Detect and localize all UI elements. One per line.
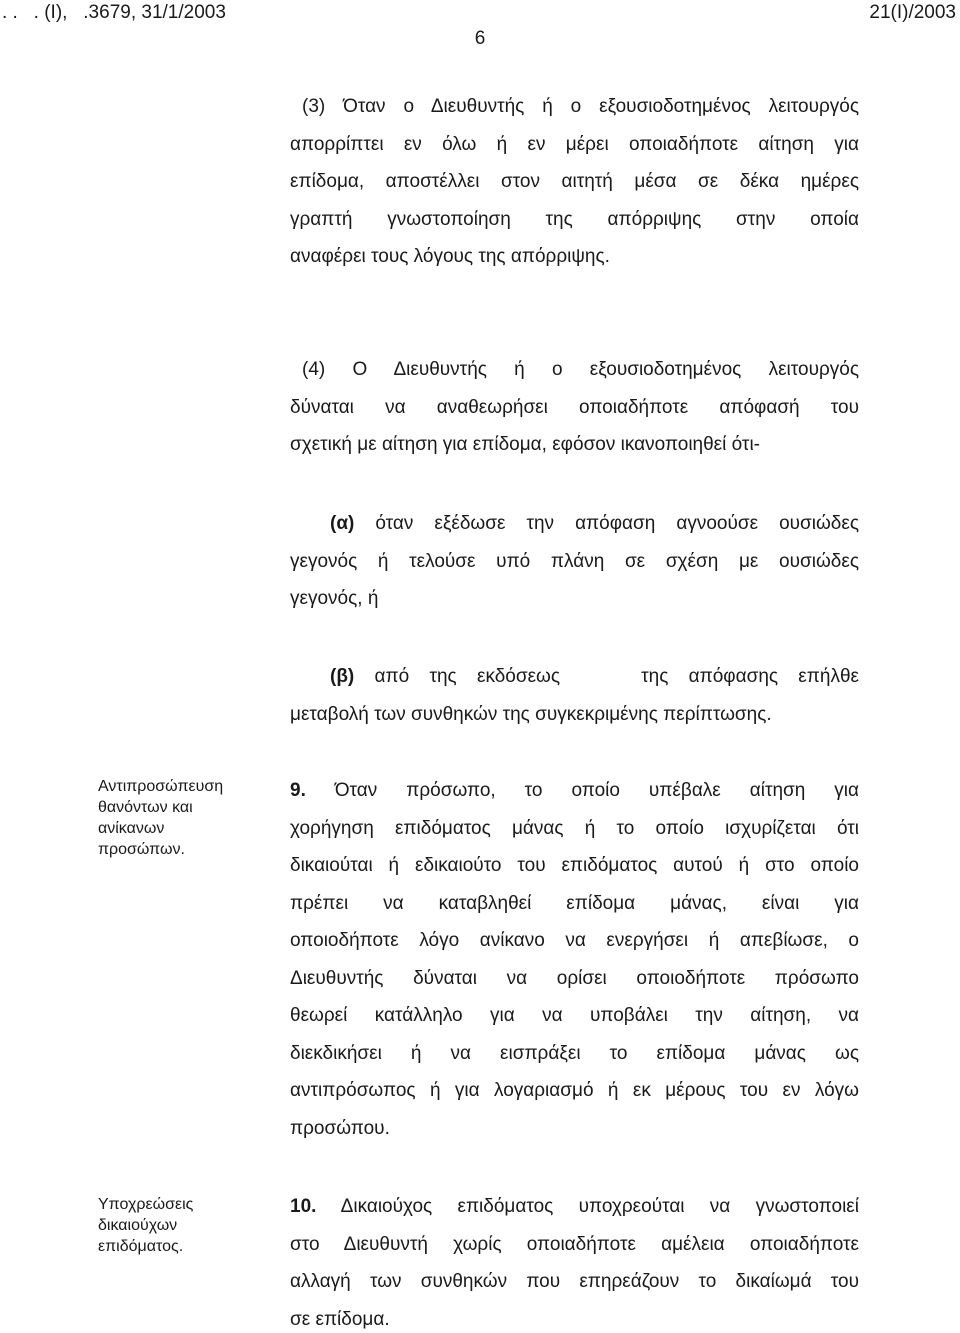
paragraph-3-line: απορρίπτει εν όλω ή εν μέρει οποιαδήποτε αίτηση για [290, 133, 859, 155]
paragraph-4-line: δύναται να αναθεωρήσει οποιαδήποτε απόφασή του [290, 396, 859, 418]
margin-note-line: προσώπων. [98, 841, 185, 858]
item-b-first-line [290, 658, 859, 696]
section-9-line: πρέπει να καταβληθεί επίδομα μάνας, είναι για [290, 892, 859, 914]
margin-note-line: Υποχρεώσεις [98, 1196, 194, 1213]
section-9-first-line [290, 772, 859, 810]
section-10-margin-note [98, 1194, 278, 1257]
section-9-number: 9. [290, 780, 306, 801]
margin-note-line: επιδόματος. [98, 1238, 184, 1255]
item-b-line: από της εκδόσεως της απόφασης επήλθε [374, 666, 859, 687]
paragraph-4-line: (4) Ο Διευθυντής ή ο εξουσιοδοτημένος λειτουργός [302, 359, 859, 380]
section-9-line: διεκδικήσει ή να εισπράξει το επίδομα μάνας ως [290, 1042, 859, 1064]
section-9 [290, 772, 859, 1147]
item-a [290, 505, 859, 618]
section-10-line: σε επίδομα. [290, 1308, 390, 1330]
paragraph-3-line: (3) Όταν ο Διευθυντής ή ο εξουσιοδοτημένος λειτουργός [302, 96, 859, 117]
section-9-line: δικαιούται ή εδικαιούτο του επιδόματος αυτού ή στο οποίο [290, 855, 859, 876]
item-b-label: (β) [330, 666, 355, 687]
section-9-line: αντιπρόσωπος ή για λογαριασμό ή εκ μέρους του εν λόγω [290, 1080, 859, 1101]
section-9-line: χορήγηση επιδόματος μάνας ή το οποίο ισχυρίζεται ότι [290, 817, 859, 839]
section-9-line: θεωρεί κατάλληλο για να υποβάλει την αίτηση, να [290, 1005, 859, 1026]
section-10 [290, 1188, 859, 1333]
section-10-first-line [290, 1188, 859, 1226]
paragraph-4 [290, 351, 859, 464]
section-10-line: Δικαιούχος επιδόματος υποχρεούται να γνωστοποιεί [340, 1196, 859, 1217]
item-a-line: γεγονός ή τελούσε υπό πλάνη σε σχέση με ουσιώδες [290, 550, 859, 572]
item-a-first-line [290, 505, 859, 543]
section-10-line: αλλαγή των συνθηκών που επηρεάζουν το δικαίωμά του [290, 1271, 859, 1292]
item-b-line: μεταβολή των συνθηκών της συγκεκριμένης περίπτωσης. [290, 703, 772, 725]
paragraph-4-line: σχετική με αίτηση για επίδομα, εφόσον ικανοποιηθεί ότι- [290, 434, 760, 455]
section-9-line: προσώπου. [290, 1117, 390, 1139]
section-9-line: Διευθυντής δύναται να ορίσει οποιοδήποτε πρόσωπο [290, 967, 859, 989]
item-a-line: γεγονός, ή [290, 588, 379, 609]
item-a-label: (α) [330, 513, 355, 534]
margin-note-line: δικαιούχων [98, 1217, 178, 1234]
margin-note-line: Αντιπροσώπευση [98, 778, 224, 795]
header-right: 21(Ι)/2003 [869, 2, 956, 23]
page-number: 6 [474, 28, 486, 49]
paragraph-3-line: επίδομα, αποστέλλει στον αιτητή μέσα σε δέκα ημέρες [290, 171, 859, 192]
item-a-line: όταν εξέδωσε την απόφαση αγνοούσε ουσιώδες [375, 513, 860, 534]
margin-note-line: ανίκανων [98, 820, 165, 837]
section-10-line: στο Διευθυντή χωρίς οποιαδήποτε αμέλεια οποιαδήποτε [290, 1233, 859, 1255]
header-left: . . . (Ι), .3679, 31/1/2003 [2, 2, 226, 23]
section-9-line: Όταν πρόσωπο, το οποίο υπέβαλε αίτηση για [334, 780, 860, 801]
margin-note-line: θανόντων και [98, 799, 193, 816]
paragraph-3-line: γραπτή γνωστοποίηση της απόρριψης στην οποία [290, 208, 859, 230]
paragraph-3 [290, 88, 859, 276]
item-b [290, 658, 859, 733]
section-9-margin-note [98, 776, 278, 860]
section-10-number: 10. [290, 1196, 317, 1217]
section-9-line: οποιοδήποτε λόγο ανίκανο να ενεργήσει ή απεβίωσε, ο [290, 930, 859, 951]
paragraph-3-line: αναφέρει τους λόγους της απόρριψης. [290, 246, 610, 267]
